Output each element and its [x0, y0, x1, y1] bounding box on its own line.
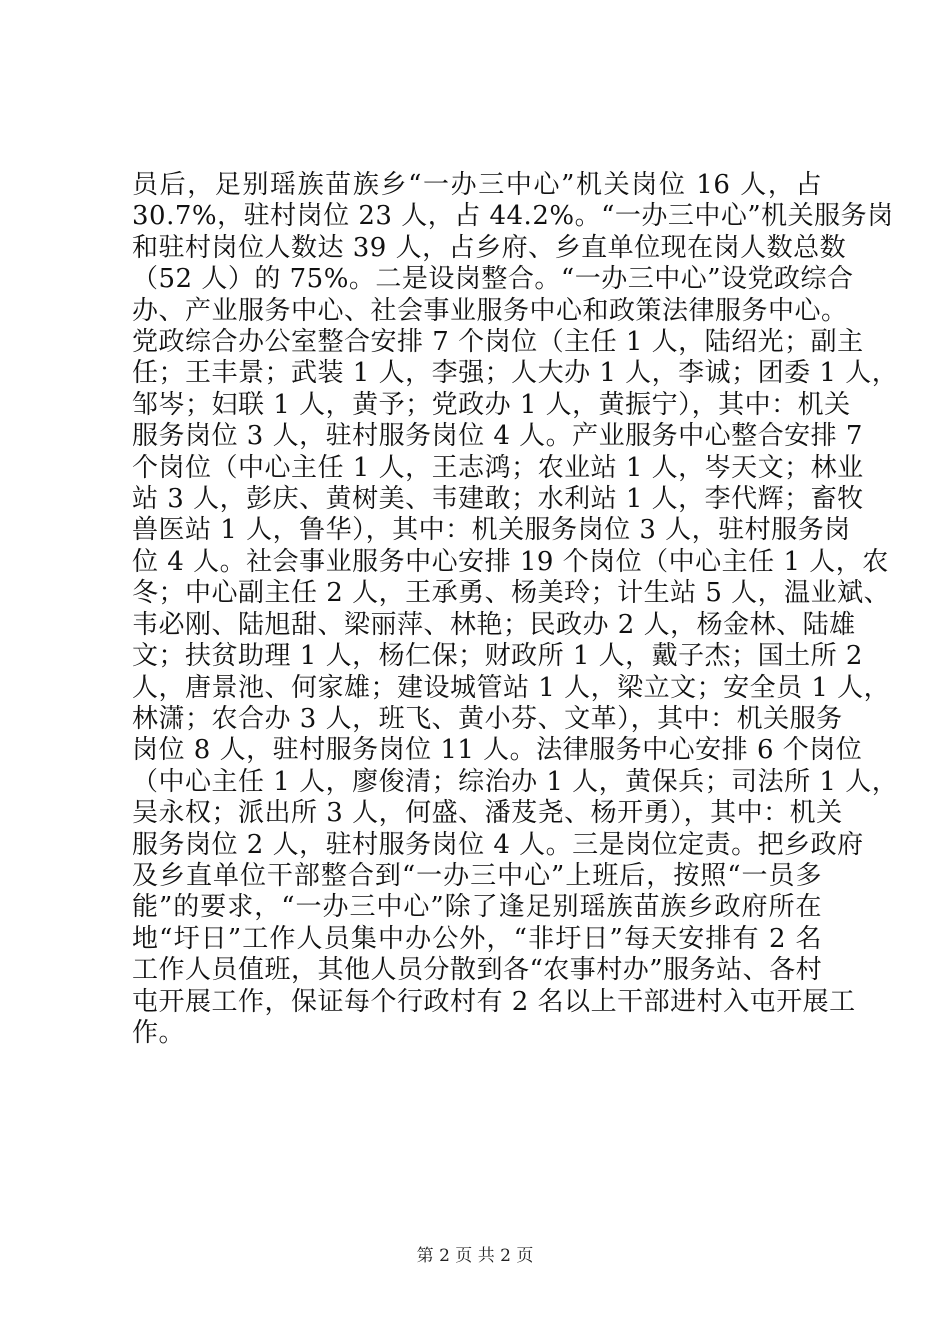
- text-line: 和驻村岗位人数达 39 人，占乡府、乡直单位现在岗人数总数: [132, 232, 847, 263]
- text-line: 屯开展工作，保证每个行政村有 2 名以上干部进村入屯开展工: [132, 986, 856, 1017]
- text-line: 服务岗位 3 人，驻村服务岗位 4 人。产业服务中心整合安排 7: [132, 421, 863, 452]
- text-line: （中心主任 1 人，廖俊清；综治办 1 人，黄保兵；司法所 1 人，: [132, 766, 899, 797]
- page-number-footer: 第 2 页 共 2 页: [416, 1246, 534, 1266]
- text-line: 员后，足别瑶族苗族乡“一办三中心”机关岗位 16 人，占: [132, 170, 822, 200]
- text-line: 邹岑；妇联 1 人，黄予；党政办 1 人，黄振宁），其中：机关: [132, 389, 851, 420]
- text-line: 及乡直单位干部整合到“一办三中心”上班后，按照“一员多: [132, 860, 822, 891]
- text-line: 30.7%，驻村岗位 23 人，占 44.2%。“一办三中心”机关服务岗: [132, 201, 894, 232]
- text-line: 韦必刚、陆旭甜、梁丽萍、林艳；民政办 2 人，杨金林、陆雄: [132, 609, 856, 640]
- text-line: 岗位 8 人，驻村服务岗位 11 人。法律服务中心安排 6 个岗位: [132, 735, 863, 766]
- text-line: 地“圩日”工作人员集中办公外，“非圩日”每天安排有 2 名: [132, 923, 822, 954]
- text-line: 站 3 人，彭庆、黄树美、韦建敢；水利站 1 人，李代辉；畜牧: [132, 484, 864, 515]
- text-line: 人，唐景池、何家雄；建设城管站 1 人，梁立文；安全员 1 人，: [132, 672, 891, 703]
- text-line: 办、产业服务中心、社会事业服务中心和政策法律服务中心。: [132, 295, 848, 326]
- text-line: 文；扶贫助理 1 人，杨仁保；财政所 1 人，戴子杰；国土所 2: [132, 641, 863, 672]
- text-line: 党政综合办公室整合安排 7 个岗位（主任 1 人，陆绍光；副主: [132, 327, 864, 358]
- text-line: 吴永权；派出所 3 人，何盛、潘芨尧、杨开勇），其中：机关: [132, 798, 843, 829]
- text-line: 兽医站 1 人，鲁华），其中：机关服务岗位 3 人，驻村服务岗: [132, 515, 851, 546]
- text-line: 任；王丰景；武装 1 人，李强；人大办 1 人，李诚；团委 1 人，: [132, 358, 899, 389]
- text-line: 个岗位（中心主任 1 人，王志鸿；农业站 1 人，岑天文；林业: [132, 452, 864, 483]
- text-line: 作。: [132, 1017, 186, 1048]
- text-line: 林潇；农合办 3 人，班飞、黄小芬、文革），其中：机关服务: [132, 703, 843, 734]
- text-line: 位 4 人。社会事业服务中心安排 19 个岗位（中心主任 1 人，农: [132, 546, 889, 577]
- text-line: （52 人）的 75%。二是设岗整合。“一办三中心”设党政综合: [132, 264, 854, 295]
- body-paragraph: [132, 170, 899, 1049]
- text-line: 能”的要求，“一办三中心”除了逢足别瑶族苗族乡政府所在: [132, 892, 822, 923]
- text-line: 工作人员值班，其他人员分散到各“农事村办”服务站、各村: [132, 955, 823, 986]
- text-line: 服务岗位 2 人，驻村服务岗位 4 人。三是岗位定责。把乡政府: [132, 829, 864, 860]
- text-line: 冬；中心副主任 2 人，王承勇、杨美玲；计生站 5 人，温业斌、: [132, 578, 891, 609]
